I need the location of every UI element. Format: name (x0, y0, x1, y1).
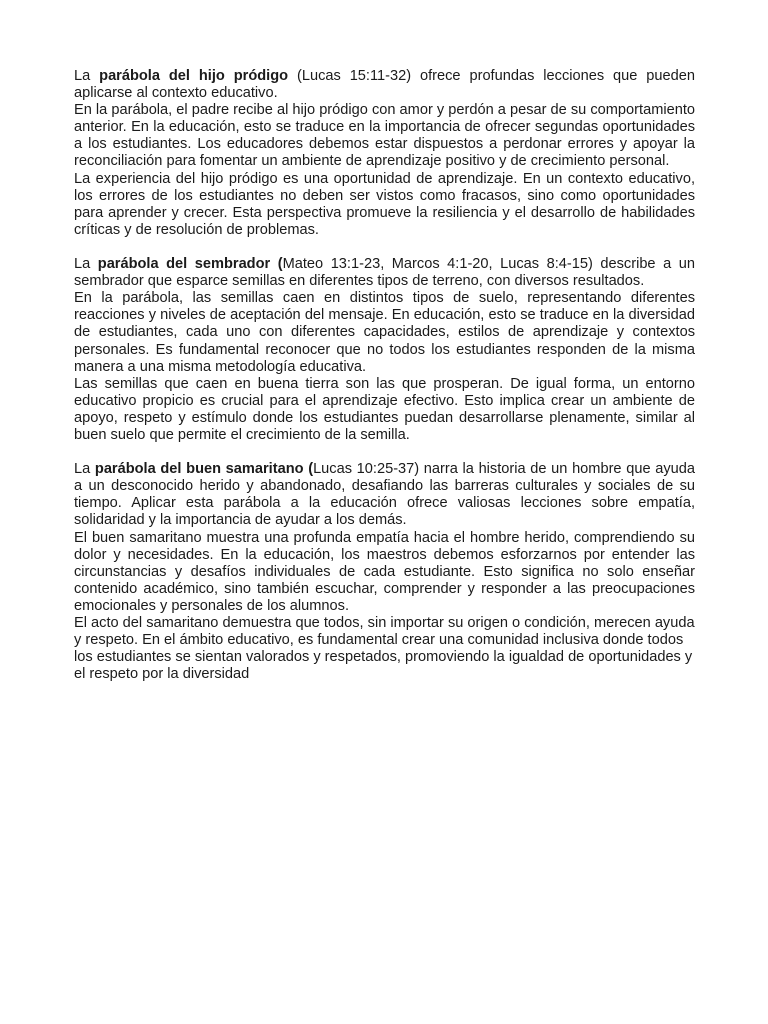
document-page (74, 68, 695, 700)
intro-lead-text: La (74, 68, 100, 84)
section-intro-paragraph (74, 461, 695, 529)
body-paragraph: El buen samaritano muestra una profunda empatía hacia el hombre herido, comprendiendo su dolor y necesidades. En la educación, los maestros debemos esforzarnos por entender las circunstancias y desafíos individuales de cada estudiante. Esto significa no solo enseñar contenido académico, sino también escuchar, comprender y responder a las preocupaciones emocionales y personales de los alumnos. (74, 529, 695, 614)
intro-body-text: Lucas 10:25-37) narra la historia de un hombre que ayuda a un desconocido herido y abandonado, desafiando las barreras culturales y sociales de su tiempo. Aplicar esta parábola a la educación ofrece valiosas lecciones sobre empatía, solidaridad y la importancia de ayudar a los demás. (74, 461, 695, 529)
section-intro-paragraph (74, 256, 695, 290)
intro-lead-text: La (74, 256, 98, 273)
intro-body-text: Mateo 13:1-23, Marcos 4:1-20, Lucas 8:4-15) describe a un sembrador que esparce semillas en diferentes tipos de terreno, con diversos resultados. (74, 256, 695, 290)
section-buen-samaritano (74, 461, 695, 683)
parable-title: parábola del hijo pródigo (99, 68, 289, 84)
body-paragraph: El acto del samaritano demuestra que todos, sin importar su origen o condición, merecen ayuda y respeto. En el ámbito educativo, es fundamental crear una comunidad inclusiva donde todos los estudiantes se sientan valorados y respetados, promoviendo la igualdad de oportunidades y el respeto por la diversidad (74, 615, 695, 683)
section-hijo-prodigo (74, 68, 695, 239)
parable-title: parábola del buen samaritano ( (94, 461, 314, 478)
intro-lead-text: La (74, 461, 95, 478)
section-intro-paragraph (74, 68, 695, 102)
body-paragraph: Las semillas que caen en buena tierra son las que prosperan. De igual forma, un entorno educativo propicio es crucial para el aprendizaje efectivo. Esto implica crear un ambiente de apoyo, respeto y estímulo donde los estudiantes puedan desarrollarse plenamente, similar al buen suelo que permite el crecimiento de la semilla. (74, 375, 695, 443)
intro-body-text: (Lucas 15:11-32) ofrece profundas lecciones que pueden aplicarse al contexto educativo. (74, 68, 695, 102)
section-sembrador (74, 256, 695, 444)
body-paragraph: La experiencia del hijo pródigo es una oportunidad de aprendizaje. En un contexto educativo, los errores de los estudiantes no deben ser vistos como fracasos, sino como oportunidades para aprender y crecer. Esta perspectiva promueve la resiliencia y el desarrollo de habilidades críticas y de resolución de problemas. (74, 170, 695, 238)
body-paragraph: En la parábola, las semillas caen en distintos tipos de suelo, representando diferentes reacciones y niveles de aceptación del mensaje. En educación, esto se traduce en la diversidad de estudiantes, cada uno con diferentes capacidades, estilos de aprendizaje y contextos personales. Es fundamental reconocer que no todos los estudiantes responden de la misma manera a una misma metodología educativa. (74, 290, 695, 375)
body-paragraph: En la parábola, el padre recibe al hijo pródigo con amor y perdón a pesar de su comportamiento anterior. En la educación, esto se traduce en la importancia de ofrecer segundas oportunidades a los estudiantes. Los educadores debemos estar dispuestos a perdonar errores y apoyar la reconciliación para fomentar un ambiente de aprendizaje positivo y de crecimiento personal. (74, 102, 695, 170)
parable-title: parábola del sembrador ( (97, 256, 283, 273)
